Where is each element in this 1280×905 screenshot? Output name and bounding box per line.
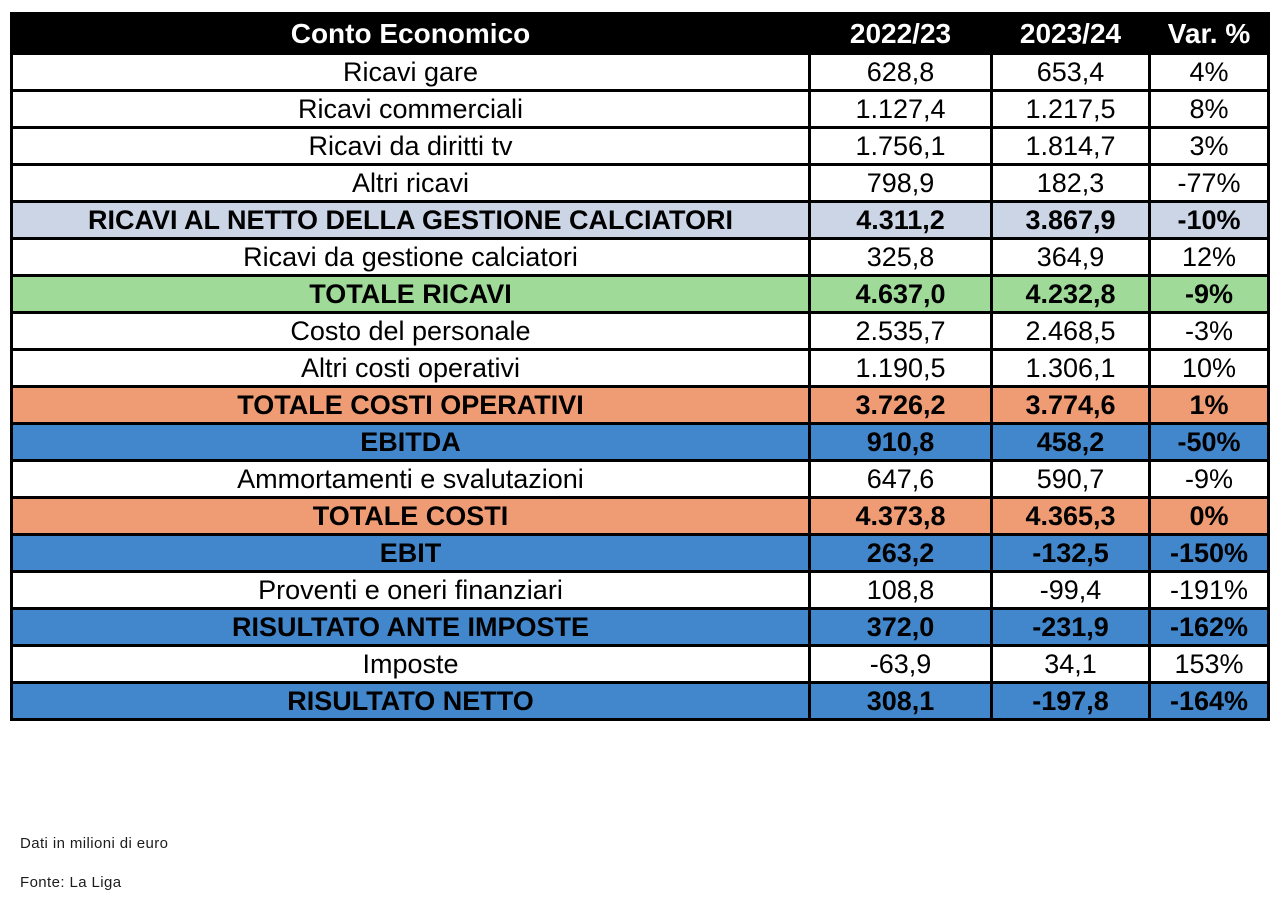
row-label: Ricavi gare [12, 54, 810, 91]
value-2022-23: 628,8 [810, 54, 992, 91]
table-row [12, 54, 1269, 91]
row-label: Ricavi da diritti tv [12, 128, 810, 165]
row-label: Proventi e oneri finanziari [12, 572, 810, 609]
value-var-pct: -150% [1150, 535, 1269, 572]
value-2023-24: 182,3 [992, 165, 1150, 202]
value-2022-23: 647,6 [810, 461, 992, 498]
value-2023-24: 3.867,9 [992, 202, 1150, 239]
value-var-pct: 0% [1150, 498, 1269, 535]
table-row [12, 128, 1269, 165]
value-2023-24: 4.232,8 [992, 276, 1150, 313]
row-label: RISULTATO ANTE IMPOSTE [12, 609, 810, 646]
value-var-pct: -191% [1150, 572, 1269, 609]
units-note: Dati in milioni di euro [20, 835, 169, 852]
value-2023-24: -197,8 [992, 683, 1150, 720]
value-2023-24: 1.306,1 [992, 350, 1150, 387]
value-2023-24: 590,7 [992, 461, 1150, 498]
row-label: Costo del personale [12, 313, 810, 350]
value-var-pct: 3% [1150, 128, 1269, 165]
table-row [12, 165, 1269, 202]
table-row [12, 239, 1269, 276]
value-2023-24: -231,9 [992, 609, 1150, 646]
row-label: RICAVI AL NETTO DELLA GESTIONE CALCIATORI [12, 202, 810, 239]
value-var-pct: -9% [1150, 461, 1269, 498]
value-2022-23: 2.535,7 [810, 313, 992, 350]
value-var-pct: -9% [1150, 276, 1269, 313]
header-season-2023-24: 2023/24 [992, 14, 1150, 54]
value-2022-23: 108,8 [810, 572, 992, 609]
value-2022-23: 1.756,1 [810, 128, 992, 165]
value-2022-23: 372,0 [810, 609, 992, 646]
value-2022-23: 4.311,2 [810, 202, 992, 239]
value-var-pct: -10% [1150, 202, 1269, 239]
row-label: RISULTATO NETTO [12, 683, 810, 720]
value-2022-23: 4.637,0 [810, 276, 992, 313]
value-var-pct: 10% [1150, 350, 1269, 387]
value-var-pct: 153% [1150, 646, 1269, 683]
header-season-2022-23: 2022/23 [810, 14, 992, 54]
value-2022-23: 4.373,8 [810, 498, 992, 535]
value-2022-23: 263,2 [810, 535, 992, 572]
table-row [12, 572, 1269, 609]
row-label: Ricavi da gestione calciatori [12, 239, 810, 276]
table-row [12, 535, 1269, 572]
value-2023-24: 1.814,7 [992, 128, 1150, 165]
row-label: TOTALE COSTI OPERATIVI [12, 387, 810, 424]
value-2023-24: 3.774,6 [992, 387, 1150, 424]
table-row [12, 424, 1269, 461]
table-row [12, 313, 1269, 350]
value-var-pct: 12% [1150, 239, 1269, 276]
value-2023-24: 653,4 [992, 54, 1150, 91]
source-note: Fonte: La Liga [20, 874, 122, 891]
value-2023-24: 34,1 [992, 646, 1150, 683]
value-2023-24: 364,9 [992, 239, 1150, 276]
table-body [12, 54, 1269, 720]
value-var-pct: 1% [1150, 387, 1269, 424]
value-2022-23: 325,8 [810, 239, 992, 276]
value-2022-23: -63,9 [810, 646, 992, 683]
value-2023-24: 4.365,3 [992, 498, 1150, 535]
value-var-pct: 8% [1150, 91, 1269, 128]
row-label: TOTALE COSTI [12, 498, 810, 535]
value-2022-23: 308,1 [810, 683, 992, 720]
table-row [12, 498, 1269, 535]
value-2022-23: 798,9 [810, 165, 992, 202]
table-row [12, 202, 1269, 239]
value-2022-23: 910,8 [810, 424, 992, 461]
row-label: Ammortamenti e svalutazioni [12, 461, 810, 498]
table-row [12, 461, 1269, 498]
income-statement-table [10, 12, 1270, 721]
table-row [12, 387, 1269, 424]
row-label: EBIT [12, 535, 810, 572]
value-2022-23: 3.726,2 [810, 387, 992, 424]
row-label: EBITDA [12, 424, 810, 461]
value-2023-24: -132,5 [992, 535, 1150, 572]
row-label: TOTALE RICAVI [12, 276, 810, 313]
header-row [12, 14, 1269, 54]
value-2022-23: 1.127,4 [810, 91, 992, 128]
table-row [12, 91, 1269, 128]
value-var-pct: -77% [1150, 165, 1269, 202]
value-var-pct: -162% [1150, 609, 1269, 646]
header-conto-economico: Conto Economico [12, 14, 810, 54]
header-var-pct: Var. % [1150, 14, 1269, 54]
table-row [12, 683, 1269, 720]
row-label: Ricavi commerciali [12, 91, 810, 128]
row-label: Imposte [12, 646, 810, 683]
value-var-pct: 4% [1150, 54, 1269, 91]
value-2023-24: -99,4 [992, 572, 1150, 609]
value-2023-24: 2.468,5 [992, 313, 1150, 350]
row-label: Altri ricavi [12, 165, 810, 202]
table-row [12, 350, 1269, 387]
row-label: Altri costi operativi [12, 350, 810, 387]
table-row [12, 609, 1269, 646]
value-var-pct: -50% [1150, 424, 1269, 461]
value-2023-24: 458,2 [992, 424, 1150, 461]
value-var-pct: -3% [1150, 313, 1269, 350]
value-2022-23: 1.190,5 [810, 350, 992, 387]
value-2023-24: 1.217,5 [992, 91, 1150, 128]
table-row [12, 646, 1269, 683]
value-var-pct: -164% [1150, 683, 1269, 720]
table-row [12, 276, 1269, 313]
